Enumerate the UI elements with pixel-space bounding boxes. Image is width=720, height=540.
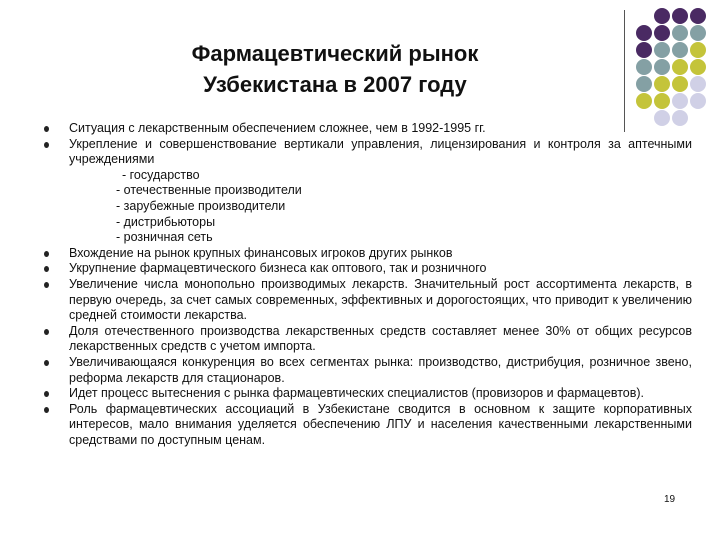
bullet-item: Роль фармацевтических ассоциаций в Узбекистане сводится в основном к защите корпоративных интересов, мало внимания уделяется обеспечению ЛПУ и населения качественными лекарственными средствами по доступным ценам. bbox=[42, 402, 692, 449]
bullet-item: Увеличение числа монопольно производимых лекарств. Значительный рост ассортимента лекарств, в первую очередь, за счет самых современных, эффективных и дорогостоящих, что приводит к увеличению средней стоимости лекарства. bbox=[42, 277, 692, 324]
decorative-dot bbox=[690, 42, 706, 58]
sub-item: - государство bbox=[122, 167, 200, 182]
bullet-item: Увеличивающаяся конкуренция во всех сегментах рынка: производство, дистрибуция, розничное звено, реформа лекарств для стационаров. bbox=[42, 355, 692, 386]
decorative-dot bbox=[636, 59, 652, 75]
sub-item: - розничная сеть bbox=[116, 230, 213, 245]
decorative-dot bbox=[636, 25, 652, 41]
decorative-dot bbox=[690, 76, 706, 92]
decorative-dot bbox=[690, 93, 706, 109]
decorative-dot bbox=[672, 59, 688, 75]
bullet-item: Укрупнение фармацевтического бизнеса как оптового, так и розничного bbox=[42, 261, 692, 277]
bullet-item: Ситуация с лекарственным обеспечением сложнее, чем в 1992-1995 гг. bbox=[42, 121, 692, 137]
bullet-item bbox=[42, 137, 692, 246]
decorative-dot bbox=[636, 93, 652, 109]
page-number: 19 bbox=[664, 494, 676, 505]
decorative-dot bbox=[690, 59, 706, 75]
sub-list bbox=[69, 168, 692, 246]
decorative-dot bbox=[654, 8, 670, 24]
title-line-2: Узбекистана в 2007 году bbox=[203, 72, 467, 97]
decorative-dot bbox=[654, 25, 670, 41]
decorative-dot bbox=[672, 25, 688, 41]
decorative-dot bbox=[654, 59, 670, 75]
decorative-dot bbox=[654, 42, 670, 58]
decorative-dot bbox=[672, 8, 688, 24]
bullet-item: Вхождение на рынок крупных финансовых игроков других рынков bbox=[42, 246, 692, 262]
title-line-1: Фармацевтический рынок bbox=[191, 41, 479, 66]
decorative-dot bbox=[654, 76, 670, 92]
decorative-dot-grid bbox=[636, 8, 720, 128]
decorative-divider bbox=[624, 10, 625, 132]
decorative-dot bbox=[690, 8, 706, 24]
bullet-item: Идет процесс вытеснения с рынка фармацевтических специалистов (провизоров и фармацевтов). bbox=[42, 386, 692, 402]
decorative-dot bbox=[654, 93, 670, 109]
sub-item: - отечественные производители bbox=[116, 183, 302, 198]
decorative-dot bbox=[672, 42, 688, 58]
decorative-dot bbox=[672, 93, 688, 109]
decorative-dot bbox=[672, 76, 688, 92]
bullet-item: Доля отечественного производства лекарственных средств составляет менее 30% от общих ресурсов лекарственных средств с учетом импорта. bbox=[42, 324, 692, 355]
decorative-dot bbox=[636, 42, 652, 58]
decorative-dot bbox=[636, 76, 652, 92]
bullet-text: Укрепление и совершенствование вертикали управления, лицензирования и контроля за аптечными учреждениями bbox=[69, 136, 692, 167]
bullet-list bbox=[42, 121, 692, 448]
sub-item: - дистрибьюторы bbox=[116, 214, 216, 229]
sub-item: - зарубежные производители bbox=[116, 198, 286, 213]
slide-title bbox=[150, 38, 520, 100]
decorative-dot bbox=[690, 25, 706, 41]
